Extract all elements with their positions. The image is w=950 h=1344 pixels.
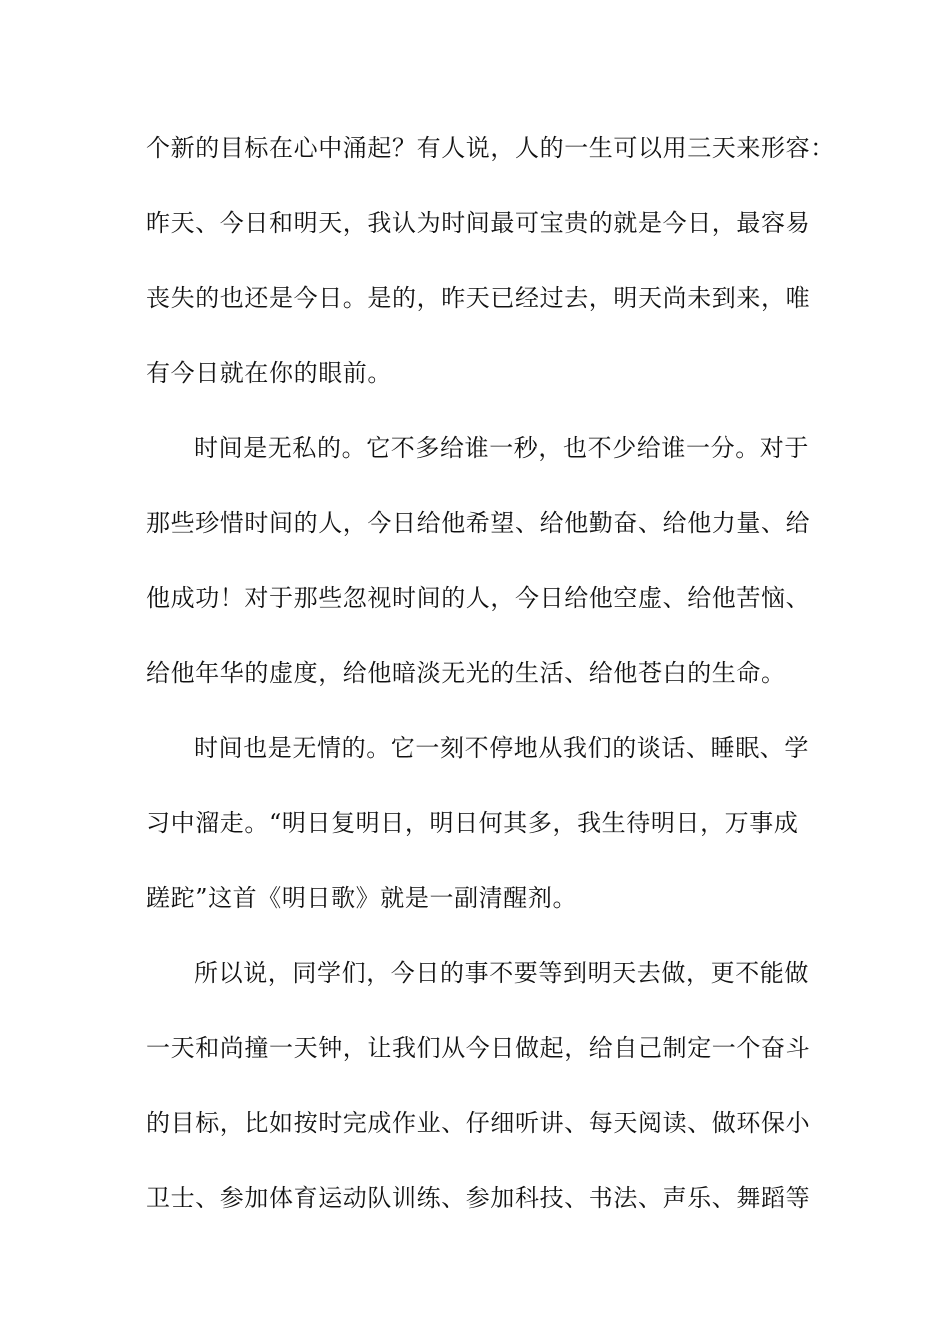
- text-line: 丧失的也还是今日。是的，昨天已经过去，明天尚未到来，唯: [146, 284, 811, 312]
- paragraph-first-line: 所以说，同学们，今日的事不要等到明天去做，更不能做: [194, 959, 809, 987]
- text-line: 有今日就在你的眼前。: [146, 359, 392, 387]
- text-line: 昨天、今日和明天，我认为时间最可宝贵的就是今日，最容易: [146, 209, 811, 237]
- text-line: 蹉跎”这首《明日歌》就是一副清醒剂。: [146, 884, 578, 912]
- text-line: 的目标，比如按时完成作业、仔细听讲、每天阅读、做环保小: [146, 1109, 811, 1137]
- text-line: 习中溜走。“明日复明日，明日何其多，我生待明日，万事成: [146, 809, 799, 837]
- body-text: [146, 128, 835, 1253]
- paragraph-first-line: 时间是无私的。它不多给谁一秒，也不少给谁一分。对于: [194, 434, 809, 462]
- text-line: 一天和尚撞一天钟，让我们从今日做起，给自己制定一个奋斗: [146, 1034, 811, 1062]
- text-line: 个新的目标在心中涌起？有人说，人的一生可以用三天来形容：: [146, 134, 835, 162]
- text-line: 那些珍惜时间的人，今日给他希望、给他勤奋、给他力量、给: [146, 509, 811, 537]
- text-line: 给他年华的虚度，给他暗淡无光的生活、给他苍白的生命。: [146, 659, 786, 687]
- paragraph-first-line: 时间也是无情的。它一刻不停地从我们的谈话、睡眠、学: [194, 734, 809, 762]
- text-line: 卫士、参加体育运动队训练、参加科技、书法、声乐、舞蹈等: [146, 1184, 811, 1212]
- text-line: 他成功！对于那些忽视时间的人，今日给他空虚、给他苦恼、: [146, 584, 811, 612]
